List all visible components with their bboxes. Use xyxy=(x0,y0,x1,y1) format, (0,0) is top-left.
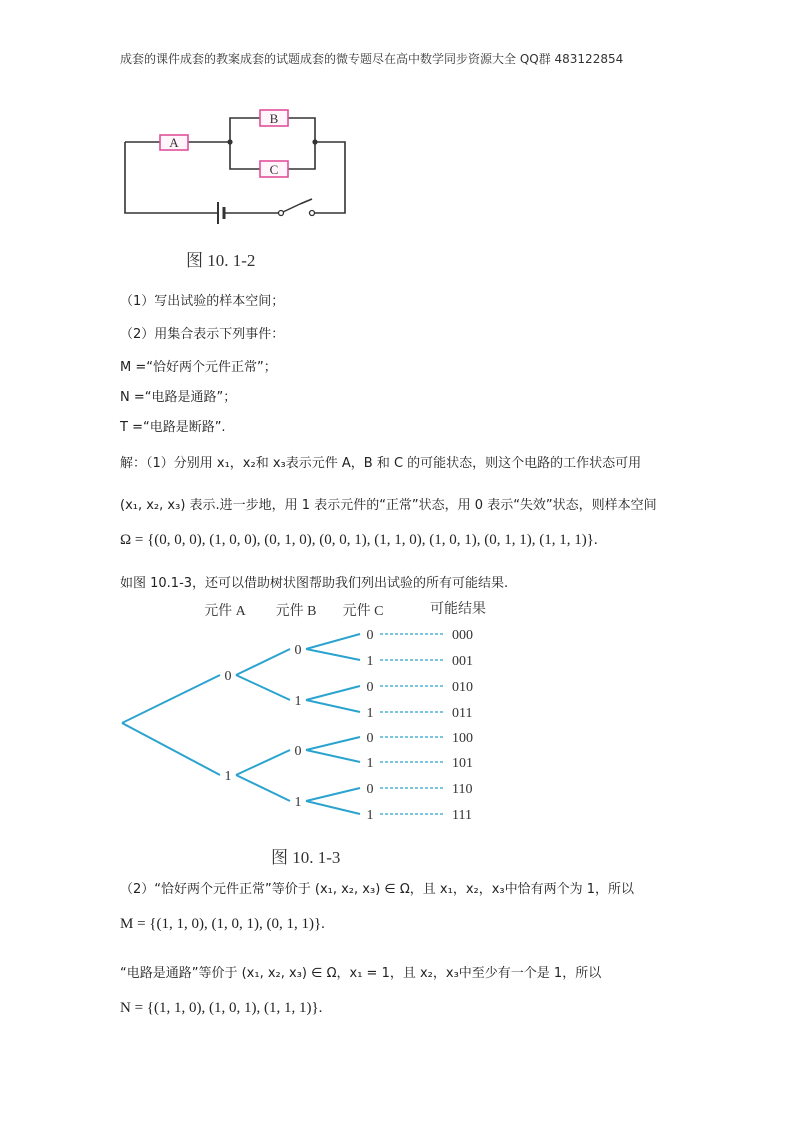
part-2-line-2: “电路是通路”等价于 (x₁, x₂, x₃) ∈ Ω，x₁ = 1，且 x₂，x₃中至少有一个是 1，所以 xyxy=(120,966,602,981)
tree-branch-b-c6 xyxy=(306,788,360,801)
junction-left xyxy=(227,139,232,144)
tree-node-b: 0 xyxy=(294,643,302,658)
component-c xyxy=(260,161,288,177)
tree-header-a: 元件 A xyxy=(204,604,246,619)
tree-branch-a-b3 xyxy=(236,775,290,801)
tree-diagram xyxy=(110,595,510,865)
tree-result: 100 xyxy=(452,731,473,746)
tree-branch-root-a0 xyxy=(122,675,220,723)
component-c-label: C xyxy=(269,162,279,177)
solution-line-2: (x₁, x₂, x₃) 表示.进一步地，用 1 表示元件的“正常”状态，用 0 表示“失效”状态，则样本空间 xyxy=(120,498,657,513)
tree-header-b: 元件 B xyxy=(275,604,317,619)
circuit-wires xyxy=(125,118,345,213)
event-m-definition: M =“恰好两个元件正常”； xyxy=(120,360,277,375)
tree-branch-b-c1 xyxy=(306,649,360,660)
tree-result: 110 xyxy=(452,782,473,797)
component-b-label: B xyxy=(269,111,279,126)
tree-result: 001 xyxy=(452,654,473,669)
tree-node-b: 0 xyxy=(294,744,302,759)
page-header: 成套的课件成套的教案成套的试题成套的微专题尽在高中数学同步资源大全 QQ群 483122854 xyxy=(120,52,624,66)
switch-lever xyxy=(283,204,300,212)
tree-branch-root-a1 xyxy=(122,723,220,775)
tree-branch-b-c5 xyxy=(306,750,360,762)
tree-branch-b-c4 xyxy=(306,737,360,750)
tree-node-c: 1 xyxy=(366,706,374,721)
tree-caption: 图 10. 1-3 xyxy=(271,848,341,867)
tree-branch-a-b2 xyxy=(236,750,290,775)
tree-branches xyxy=(122,634,444,814)
component-a-label: A xyxy=(169,135,179,150)
switch-contact-right xyxy=(310,211,315,216)
event-t-definition: T =“电路是断路”. xyxy=(120,420,226,435)
junction-right xyxy=(312,139,317,144)
tree-result: 111 xyxy=(452,808,472,823)
tree-node-c: 1 xyxy=(366,756,374,771)
tree-node-c: 1 xyxy=(366,808,374,823)
question-2: （2）用集合表示下列事件： xyxy=(120,327,285,342)
tree-header-c: 元件 C xyxy=(342,604,384,619)
tree-result: 011 xyxy=(452,706,473,721)
component-b xyxy=(260,110,288,126)
tree-node-c: 0 xyxy=(366,680,374,695)
tree-branch-a-b1 xyxy=(236,675,290,700)
tree-intro: 如图 10.1-3，还可以借助树状图帮助我们列出试验的所有可能结果. xyxy=(120,576,509,591)
tree-result: 000 xyxy=(452,628,473,643)
event-n-definition: N =“电路是通路”； xyxy=(120,390,237,405)
switch-contact-left xyxy=(279,211,284,216)
tree-node-c: 0 xyxy=(366,782,374,797)
solution-line-1: 解：（1）分别用 x₁，x₂和 x₃表示元件 A，B 和 C 的可能状态，则这个电路的工作状态可用 xyxy=(120,456,642,471)
tree-result: 101 xyxy=(452,756,473,771)
tree-result: 010 xyxy=(452,680,473,695)
tree-node-c: 1 xyxy=(366,654,374,669)
tree-branch-b-c2 xyxy=(306,686,360,700)
tree-node-c: 0 xyxy=(366,731,374,746)
set-n: N = {(1, 1, 0), (1, 0, 1), (1, 1, 1)}. xyxy=(120,1000,323,1016)
tree-branch-a-b0 xyxy=(236,649,290,675)
tree-node-b: 1 xyxy=(294,795,302,810)
set-m: M = {(1, 1, 0), (1, 0, 1), (0, 1, 1)}. xyxy=(120,916,325,932)
circuit-caption: 图 10. 1-2 xyxy=(186,251,256,270)
tree-branch-b-c7 xyxy=(306,801,360,814)
tree-node-a: 1 xyxy=(224,769,232,784)
sample-space-omega: Ω = {(0, 0, 0), (1, 0, 0), (0, 1, 0), (0, 0, 1), (1, 1, 0), (1, 0, 1), (0, 1, 1), (1, 1, 1)}. xyxy=(120,532,598,548)
tree-node-c: 0 xyxy=(366,628,374,643)
tree-node-b: 1 xyxy=(294,694,302,709)
component-a xyxy=(160,135,188,150)
tree-branch-b-c3 xyxy=(306,700,360,712)
tree-header-result: 可能结果 xyxy=(430,602,486,617)
question-1: （1）写出试验的样本空间； xyxy=(120,294,285,309)
part-2-line-1: （2）“恰好两个元件正常”等价于 (x₁, x₂, x₃) ∈ Ω，且 x₁，x₂，x₃中恰有两个为 1，所以 xyxy=(120,882,635,897)
tree-branch-b-c0 xyxy=(306,634,360,649)
tree-node-a: 0 xyxy=(224,669,232,684)
